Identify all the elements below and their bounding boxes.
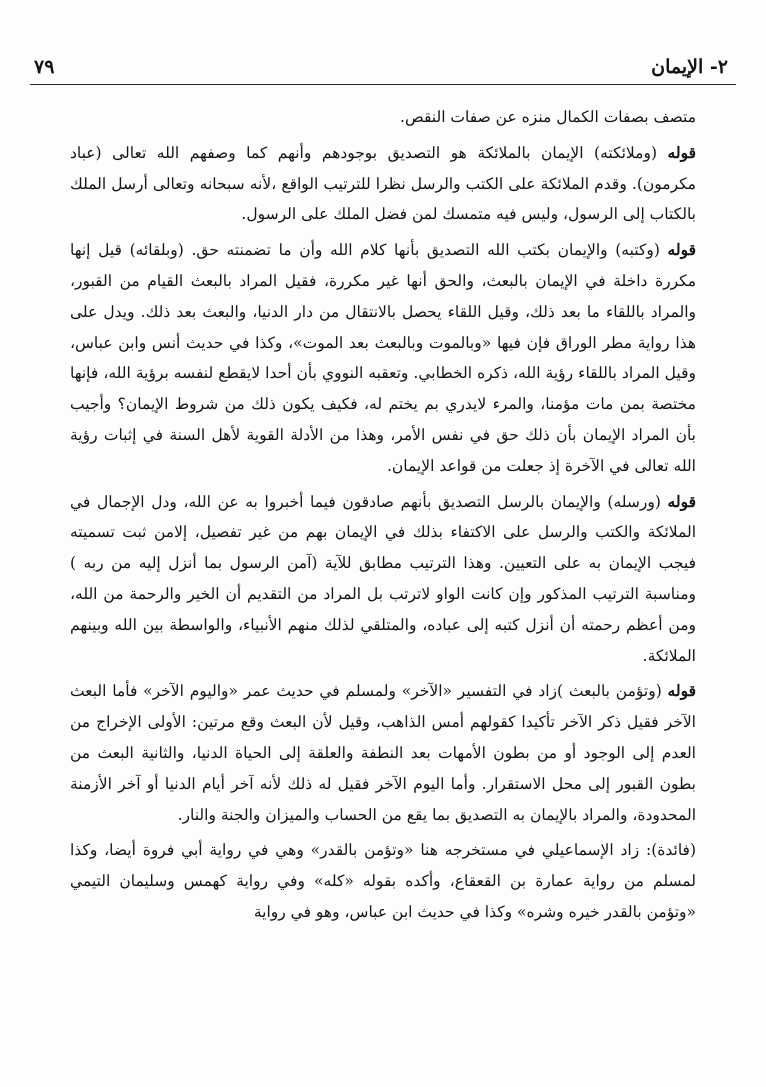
paragraph bbox=[70, 487, 696, 672]
chapter-title: ٢- الإيمان bbox=[651, 56, 728, 78]
paragraph bbox=[70, 138, 696, 230]
paragraph bbox=[70, 835, 696, 927]
paragraph-text: (وتؤمن بالبعث )زاد في التفسير «الآخر» ولمسلم في حديث عمر «واليوم الآخر» فأما البعث الآخر فقيل ذكر الآخر تأكيدا كقولهم أمس الذاهب، وقيل لأن البعث وقع مرتين: الأولى الإخراج من العدم إلى الوجود أو من بطون الأمهات بعد النطفة والعلقة إلى الحياة الدنيا، والثانية البعث من بطون القبور إلى محل الاستقرار. وأما اليوم الآخر فقيل له ذلك لأنه آخر أيام الدنيا أو آخر الأزمنة المحدودة، والمراد بالإيمان به التصديق بما يقع من الحساب والميزان والجنة والنار. bbox=[70, 682, 696, 824]
paragraph-keyword: قوله bbox=[667, 240, 696, 260]
paragraph bbox=[70, 676, 696, 830]
paragraph-keyword: قوله bbox=[667, 142, 696, 162]
page-number: ٧٩ bbox=[34, 56, 55, 78]
paragraph bbox=[70, 102, 696, 133]
page-body bbox=[70, 102, 696, 933]
paragraph-text: متصف بصفات الكمال منزه عن صفات النقص. bbox=[400, 108, 696, 126]
paragraph-text: (فائدة): زاد الإسماعيلي في مستخرجه هنا «وتؤمن بالقدر» وهي في رواية أبي فروة أيضا، وكذا لمسلم من رواية عمارة بن القعقاع، وأكده بقوله «كله» وفي رواية كهمس وسليمان التيمي «وتؤمن بالقدر خيره وشره» وكذا في حديث ابن عباس، وهو في رواية bbox=[70, 841, 696, 921]
paragraph bbox=[70, 235, 696, 481]
paragraph-keyword: قوله bbox=[667, 681, 696, 701]
running-header bbox=[30, 50, 736, 85]
paragraph-keyword: قوله bbox=[667, 491, 696, 511]
paragraph-text: (وملائكته) الإيمان بالملائكة هو التصديق بوجودهم وأنهم كما وصفهم الله تعالى (عباد مكرمون). وقدم الملائكة على الكتب والرسل نظرا للترتيب الواقع ،لأنه سبحانه وتعالى أرسل الملك بالكتاب إلى الرسول، وليس فيه متمسك لمن فضل الملك على الرسول. bbox=[70, 143, 696, 224]
paragraph-text: (ورسله) والإيمان بالرسل التصديق بأنهم صادقون فيما أخبروا به عن الله، ودل الإجمال في الملائكة والكتب والرسل على الاكتفاء بذلك في الإيمان بهم من غير تفصيل، إلامن ثبت تسميته فيجب الإيمان به على التعيين. وهذا الترتيب مطابق للآية (آمن الرسول بما أنزل إليه من ربه ) ومناسبة الترتيب المذكور وإن كانت الواو لاترتب بل المراد من التقديم أن الخير والرحمة من الله، ومن أعظم رحمته أن أنزل كتبه إلى عباده، والمتلقي لذلك منهم الأنبياء، والواسطة بين الله وبينهم الملائكة. bbox=[70, 492, 696, 665]
paragraph-text: (وكتبه) والإيمان بكتب الله التصديق بأنها كلام الله وأن ما تضمنته حق. (وبلقائه) قيل إنها مكررة داخلة في الإيمان بالبعث، والحق أنها غير مكررة، فقيل المراد بالبعث القيام من القبور، والمراد باللقاء ما بعد ذلك، وقيل اللقاء يحصل بالانتقال من دار الدنيا، والبعث بعد ذلك. ويدل على هذا رواية مطر الوراق فإن فيها «وبالموت وبالبعث بعد الموت»، وكذا في حديث أنس وابن عباس، وقيل المراد باللقاء رؤية الله، ذكره الخطابي. وتعقبه النووي بأن أحدا لايقطع لنفسه برؤية الله، فإنها مختصة بمن مات مؤمنا، والمرء لايدري بم يختم له، فكيف يكون ذلك من شروط الإيمان؟ وأجيب بأن المراد الإيمان بأن ذلك حق في نفس الأمر، وهذا من الأدلة القوية لأهل السنة في إثبات رؤية الله تعالى في الآخرة إذ جعلت من قواعد الإيمان. bbox=[70, 241, 696, 475]
